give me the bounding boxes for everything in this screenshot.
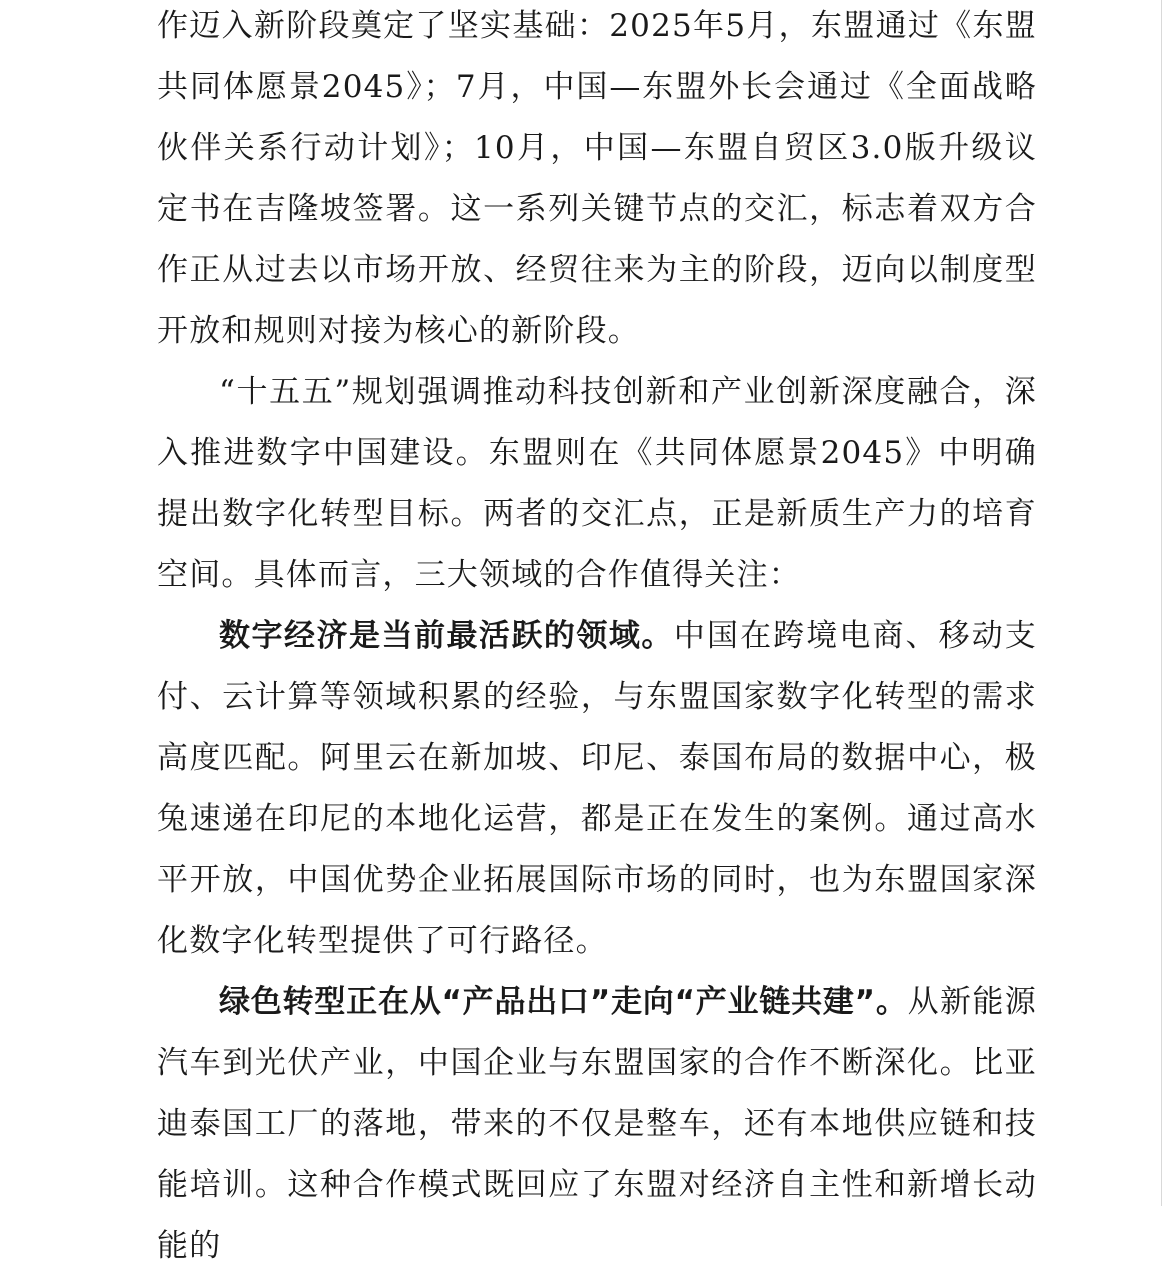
paragraph-text: 作迈入新阶段奠定了坚实基础：2025年5月，东盟通过《东盟共同体愿景2045》；7月，中国—东盟外长会通过《全面战略伙伴关系行动计划》；10月，中国—东盟自贸区3.0版升级议定书在吉隆坡签署。这一系列关键节点的交汇，标志着双方合作正从过去以市场开放、经贸往来为主的阶段，迈向以制度型开放和规则对接为核心的新阶段。 — [157, 8, 1037, 349]
paragraph-lead-heading: 数字经济是当前最活跃的领域。 — [219, 618, 674, 654]
paragraph-text: 中国在跨境电商、移动支付、云计算等领域积累的经验，与东盟国家数字化转型的需求高度匹配。阿里云在新加坡、印尼、泰国布局的数据中心，极兔速递在印尼的本地化运营，都是正在发生的案例。通过高水平开放，中国优势企业拓展国际市场的同时，也为东盟国家深化数字化转型提供了可行路径。 — [157, 618, 1038, 959]
paragraph-milestones — [157, 0, 1037, 362]
paragraph-lead-heading: 绿色转型正在从“产品出口”走向“产业链共建”。 — [219, 984, 908, 1020]
paragraph-green-transition — [157, 972, 1037, 1277]
paragraph-fifteenth-plan — [157, 362, 1037, 606]
page-edge-line — [1161, 0, 1162, 1206]
paragraph-text: “十五五”规划强调推动科技创新和产业创新深度融合，深入推进数字中国建设。东盟则在《共同体愿景2045》中明确提出数字化转型目标。两者的交汇点，正是新质生产力的培育空间。具体而言，三大领域的合作值得关注： — [157, 374, 1037, 593]
document-body — [157, 0, 1037, 1277]
paragraph-digital-economy — [157, 606, 1037, 972]
paragraph-text: 从新能源汽车到光伏产业，中国企业与东盟国家的合作不断深化。比亚迪泰国工厂的落地，带来的不仅是整车，还有本地供应链和技能培训。这种合作模式既回应了东盟对经济自主性和新增长动能的 — [157, 984, 1037, 1264]
